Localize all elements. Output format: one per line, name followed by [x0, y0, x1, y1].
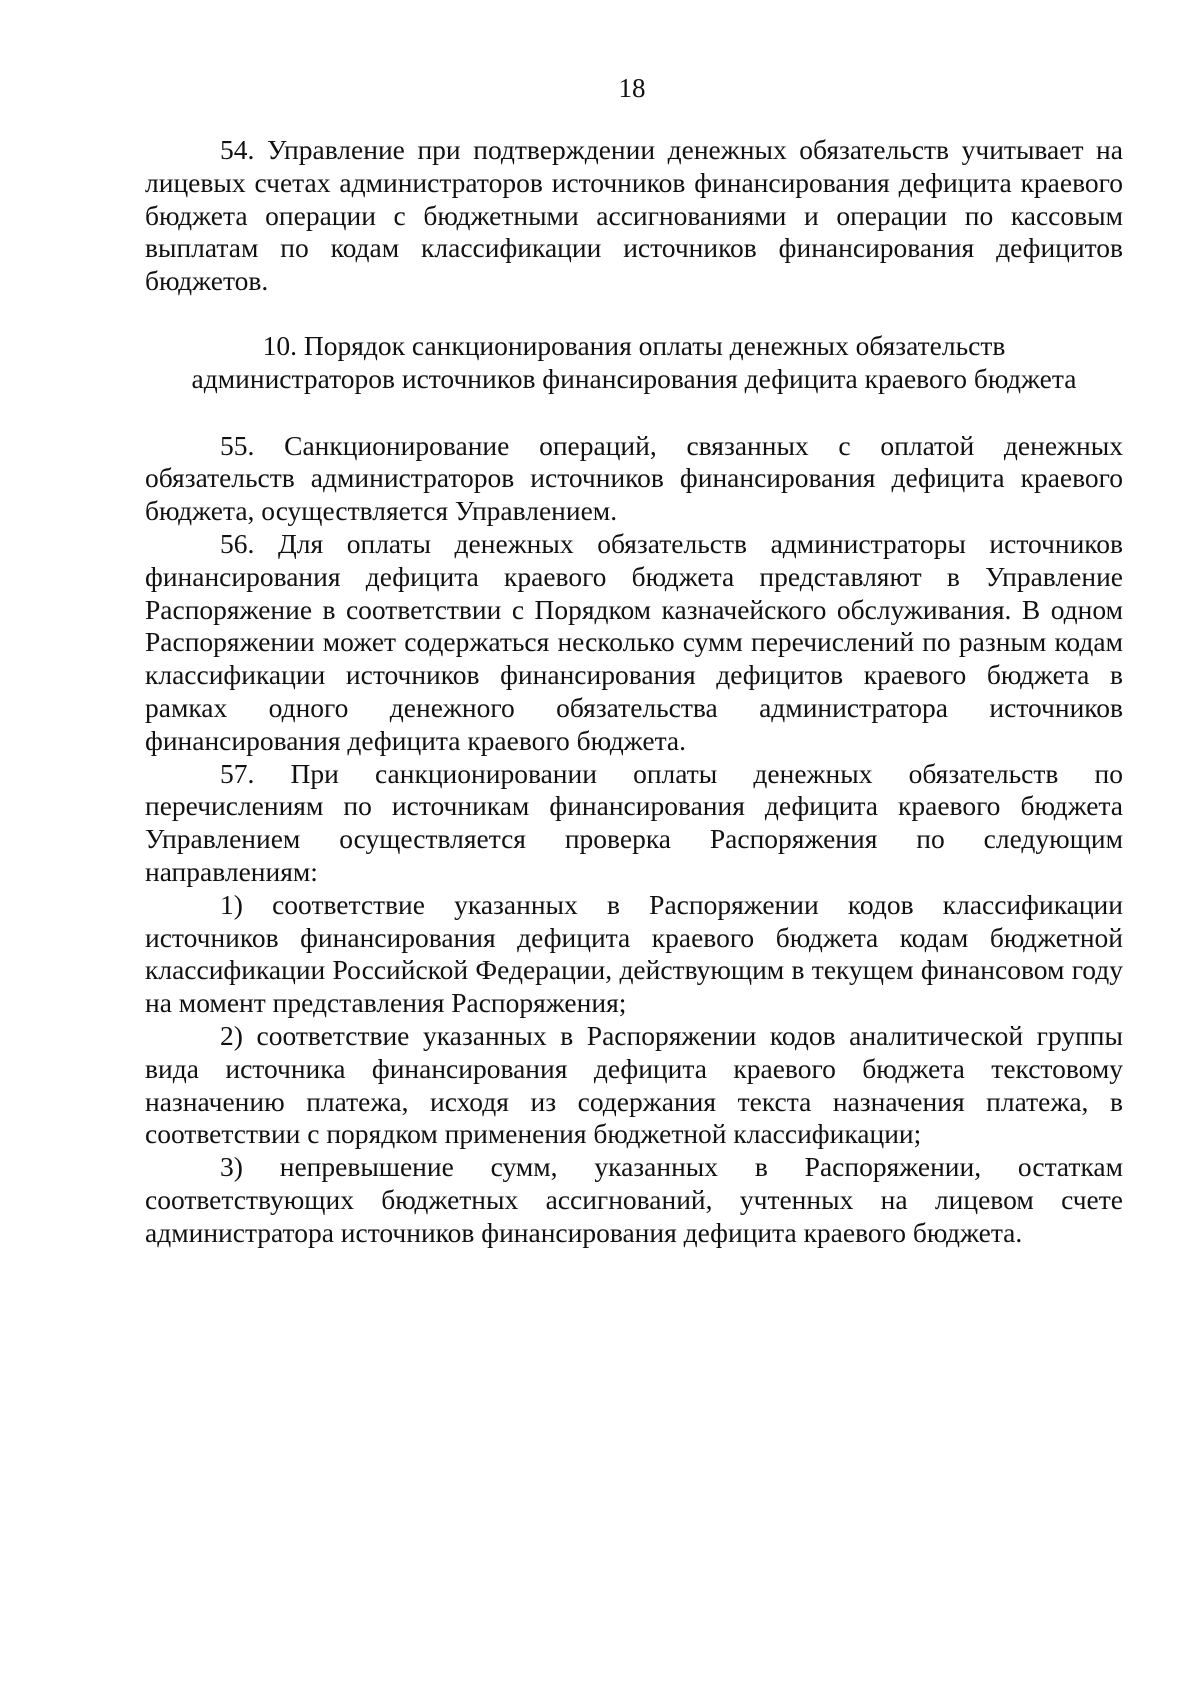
list-item-3: 3) непревышение сумм, указанных в Распоряжении, остаткам соответствующих бюджетных ассигнований, учтенных на лицевом счете администратора источников финансирования дефицита краевого бюджета.: [145, 1151, 1123, 1248]
paragraph-54: 54. Управление при подтверждении денежных обязательств учитывает на лицевых счетах администраторов источников финансирования дефицита краевого бюджета операции с бюджетными ассигнованиями и операции по кассовым выплатам по кодам классификации источников финансирования дефицитов бюджетов.: [145, 134, 1123, 297]
paragraph-57: 57. При санкционировании оплаты денежных обязательств по перечислениям по источникам финансирования дефицита краевого бюджета Управлением осуществляется проверка Распоряжения по следующим направлениям:: [145, 757, 1123, 887]
list-item-1: 1) соответствие указанных в Распоряжении кодов классификации источников финансирования дефицита краевого бюджета кодам бюджетной классификации Российской Федерации, действующим в текущем финансовом году на момент представления Распоряжения;: [145, 888, 1123, 1019]
document-body: [145, 134, 1123, 1250]
section-10-title: [145, 330, 1123, 396]
section-10-title-line-2: администраторов источников финансирования дефицита краевого бюджета: [191, 362, 1077, 394]
page-number: 18: [618, 73, 646, 103]
paragraph-55: 55. Санкционирование операций, связанных с оплатой денежных обязательств администраторов источников финансирования дефицита краевого бюджета, осуществляется Управлением.: [145, 429, 1123, 527]
paragraph-56: 56. Для оплаты денежных обязательств администраторы источников финансирования дефицита краевого бюджета представляют в Управление Распоряжение в соответствии с Порядком казначейского обслуживания. В одном Распоряжении может содержаться несколько сумм перечислений по разным кодам классификации источников финансирования дефицитов краевого бюджета в рамках одного денежного обязательства администратора источников финансирования дефицита краевого бюджета.: [145, 527, 1123, 756]
list-item-2: 2) соответствие указанных в Распоряжении кодов аналитической группы вида источника финансирования дефицита краевого бюджета текстовому назначению платежа, исходя из содержания текста назначения платежа, в соответствии с порядком применения бюджетной классификации;: [145, 1019, 1123, 1150]
section-10-title-line-1: 10. Порядок санкционирования оплаты денежных обязательств: [262, 329, 1006, 361]
